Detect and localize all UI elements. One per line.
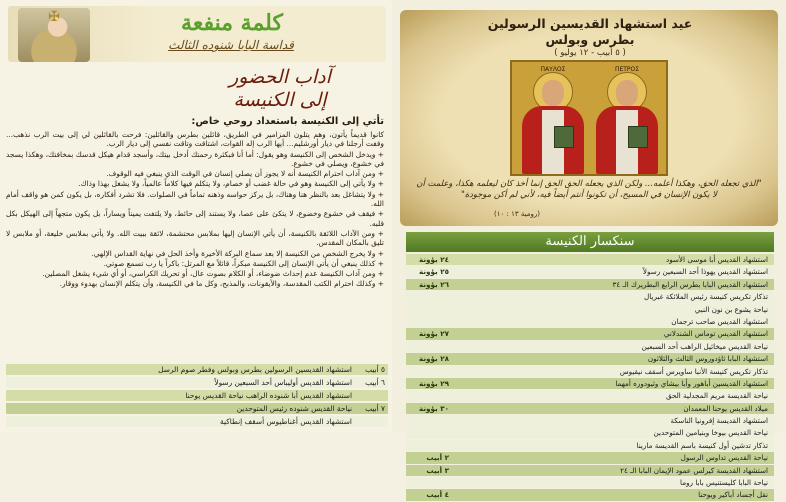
list-item (6, 377, 388, 388)
synaxarium-row (406, 477, 774, 488)
synaxarium-row (406, 452, 774, 463)
article-paragraph: + ومن آداب الكنيسة عدم إحداث ضوضاء، أو الكلام بصوت عال، أو تحريك الكراسي، أو أي شيء يشغل المصلين. (42, 269, 384, 279)
synaxarium-text: نياحة القديس ميخائيل الراهب أحد السبعين (641, 341, 768, 351)
synaxarium-text: استشهاد القديس البابا بطرس الرابع البطريرك الـ ٣٤ (612, 279, 768, 289)
article-paragraph: + وكذلك احترام الكتب المقدسة، والأيقونات، والمذبح، وكل ما في الكنيسة، وأن يتكلم الإنسان بهدوء ووقار. (59, 279, 384, 289)
article-paragraph: + ويدخل الشخص إلى الكنيسة وهو يقول: أما أنا فبكثرة رحمتك أدخل بيتك، وأسجد قدام هيكل قدسك بمخافتك، وهكذا يسجد في خشوع، ويصلي في خشوع. (6, 149, 384, 168)
list-item-text: استشهاد القديس أوليباس أحد السبعين رسولاً (214, 378, 352, 387)
verse-text: "الذي تجعله الحق، وهكذا أعلمه... ولكن الذي يجعله الحق الحق إنما أخذ كان ليعلمه هكذا، وعلمت أن لا يكون الإنسان في المسيح، أن تكونوا أنتم أيضاً فيه، لأني لم أكن موجودة" (416, 178, 762, 199)
synaxarium-row (406, 403, 774, 414)
list-item-date: ٦ أبيب (365, 378, 385, 387)
article-title-line2: إلى الكنيسة (233, 89, 327, 111)
synaxarium-date: ٤ أبيب (426, 490, 449, 500)
synaxarium-list (406, 254, 774, 502)
synaxarium-header: سنكسار الكنيسة (406, 232, 774, 252)
face-shape (542, 80, 564, 106)
article-paragraph: كانوا قديماً يأتون، وهم يتلون المزامير في الطريق، قائلين بطرس والقائلين: فرحت بالقائلين لي إلى بيت الرب نذهب... وقفت أرجلنا في ديار أورشليم... أيها الرب إله القوات، اشتاقت وتاقت نفسي إلى ديار الرب. (6, 130, 384, 149)
verse-reference: (رومية ١٣ : ١٠) (494, 210, 540, 218)
banner-title: كلمة منفعة (181, 10, 283, 36)
synaxarium-text: نياحة القديس بيوخا وبنيامين المتوحدين (653, 428, 768, 438)
article-title (170, 66, 390, 112)
synaxarium-text: استشهاد القديسة إفرونيا الناسكة (670, 416, 768, 426)
synaxarium-text: تذكار تكريس كنيسة رئيس الملائكة غبريال (644, 292, 768, 302)
synaxarium-text: نياحة البابا كليستنيس بابا روما (680, 478, 768, 488)
synaxarium-text: استشهاد القديس صاحب ترجمان (671, 316, 768, 326)
article-title-line1: آداب الحضور (229, 66, 331, 88)
book-icon (554, 126, 574, 148)
article-body (6, 130, 384, 358)
synaxarium-row (406, 427, 774, 438)
synaxarium-text: استشهاد القديس توماس الشندلاني (663, 329, 768, 339)
article-paragraph: + كذلك ينبغي أن يأتي الإنسان إلى الكنيسة مبكراً، قائلاً مع المرتل: باكراً يا رب تسمع صوتي. (103, 258, 384, 268)
synaxarium-text: تذكار تدشين أول كنيسة باسم القديسة مارينا (636, 440, 768, 450)
synaxarium-row (406, 465, 774, 476)
synaxarium-text: نقل أجساد أباكير ويوحنا (698, 490, 768, 500)
list-item-text: استشهاد القديسين الرسولين بطرس وبولس وفطر صوم الرسل (158, 365, 352, 374)
synaxarium-date: ٢٧ بؤونة (418, 329, 449, 339)
synaxarium-row (406, 489, 774, 500)
list-item (6, 403, 388, 414)
saint-name: ΠΑΥΛΟΣ (540, 66, 566, 73)
banner-subtitle: قداسة البابا شنوده الثالث (168, 38, 294, 52)
banner (8, 6, 386, 62)
list-item-text: استشهاد القديس أغناطيوس أسقف إنطاكية (220, 417, 352, 426)
feast-parchment (400, 10, 778, 226)
feast-title (420, 16, 760, 48)
article-paragraph: + ولا يأتي إلى الكنيسة وهو في حالة غضب أو خصام، ولا يتكلم فيها كلاماً عالمياً، ولا يشغل بهذا وذاك. (78, 179, 384, 189)
feast-title-line2: بطرس وبولس (545, 32, 635, 47)
feast-date: ( ٥ أبيب - ١٢ يوليو ) (554, 48, 626, 58)
synaxarium-text: استشهاد القديس أبا موسى الأسود (666, 255, 768, 264)
synaxarium-row (406, 366, 774, 377)
synaxarium-date: ٢٥ بؤونة (418, 267, 449, 277)
synaxarium-date: ٣٠ بؤونة (418, 403, 449, 413)
list-item (6, 390, 388, 401)
list-item-date: ٥ أبيب (365, 365, 385, 374)
synaxarium-text: استشهاد البابا ثاؤدوروس الثالث والثلاثون (647, 354, 768, 364)
synaxarium-row (406, 328, 774, 339)
article-column (0, 0, 392, 432)
cross-icon: ✠ (48, 9, 60, 25)
feast-column (392, 0, 786, 500)
article-paragraph: + ومن الآداب اللائقة بالكنيسة، أن يأتي الإنسان إليها بملابس محتشمة، لائقة ببيت الله. ولا يأتي بملابس خليعة، أو ملابس لا تليق بالمكان المقدس. (6, 228, 384, 248)
synaxarium-text: تذكار تكريس كنيسة الأنبا ساويرس أسقف نيقيوس (619, 366, 768, 376)
synaxarium-text: نياحة القديسة مريم المجدلية الحق (665, 391, 768, 401)
synaxarium-date: ٢٩ بؤونة (418, 378, 449, 388)
synaxarium-text: استشهاد القديس يهوذا أحد السبعين رسولاً (642, 267, 768, 277)
synaxarium-text: استشهاد القديسة كيرلس عمود الإيمان البابا الـ ٢٤ (620, 465, 768, 475)
synaxarium-text: نياحة القديس تداوس الرسول (680, 453, 768, 463)
article-paragraph: + ومن آداب احترام الكنيسة أنه لا يجوز أن يصلي إنسان في الوقت الذي ينبغي فيه الوقوف. (106, 169, 384, 179)
saint-peter-figure (590, 66, 664, 174)
book-icon (628, 126, 648, 148)
list-item (6, 416, 388, 427)
list-item (6, 364, 388, 375)
synaxarium-row (406, 291, 774, 302)
synaxarium-row (406, 304, 774, 315)
synaxarium-row (406, 341, 774, 352)
article-paragraph: + فيقف في خشوع وخضوع، لا يتكئ على عصا، ولا يستند إلى حائط، ولا يلتفت يميناً ويساراً، بل يكون متجهاً إلى الهيكل بكل قلبه. (6, 209, 384, 228)
list-item-text: نياحة القديس شنوده رئيس المتوحدين (236, 404, 352, 413)
saint-paul-figure (516, 66, 590, 174)
synaxarium-row (406, 378, 774, 389)
synaxarium-text: ميلاد القديس يوحنا المعمدان (683, 403, 768, 413)
list-item-text: استشهاد القديس أبا شنوده الراهب نياحة القديس يوحنا (185, 391, 352, 400)
list-item-date: ٧ أبيب (365, 404, 385, 413)
synaxarium-row (406, 279, 774, 290)
synaxarium-row (406, 353, 774, 364)
face-shape (616, 80, 638, 106)
synaxarium-row (406, 440, 774, 451)
synaxarium-row (406, 266, 774, 277)
left-synaxarium-list (6, 364, 388, 429)
synaxarium-text: نياحة يشوع بن نون النبي (694, 304, 768, 314)
saints-icon-image (510, 60, 668, 176)
synaxarium-row (406, 390, 774, 401)
synaxarium-date: ٢٦ بؤونة (418, 279, 449, 289)
pope-photo (18, 8, 90, 62)
synaxarium-date: ٢ أبيب (426, 453, 449, 463)
synaxarium-date: ٣ أبيب (426, 465, 449, 475)
article-paragraph: + ولا يخرج الشخص من الكنيسة إلا بعد سماع البركة الأخيرة وأخذ الحل في نهاية القداس الإلهي. (91, 248, 384, 258)
synaxarium-text: استشهاد القديسين أباهور وأبا بيشاي وثيودوره أمهما (615, 378, 768, 388)
article-paragraph: + ولا يتشاغل بعد بالنظر هنا وهناك، بل يركز حواسه وذهنه تماماً في الصلوات. فلا تشرد أفكاره، بل يكون كمن هو واقف أمام الله. (6, 189, 384, 209)
synaxarium-row (406, 316, 774, 327)
synaxarium-date: ٢٤ بؤونة (418, 255, 449, 264)
saint-name: ΠΕΤΡΟΣ (614, 66, 640, 73)
feast-title-line1: عيد استشهاد القديسين الرسولين (487, 16, 693, 31)
synaxarium-date: ٢٨ بؤونة (418, 354, 449, 364)
synaxarium-row (406, 254, 774, 265)
synaxarium-row (406, 415, 774, 426)
article-heading: تأتي إلى الكنيسة باستعداد روحي خاص: (191, 116, 384, 127)
